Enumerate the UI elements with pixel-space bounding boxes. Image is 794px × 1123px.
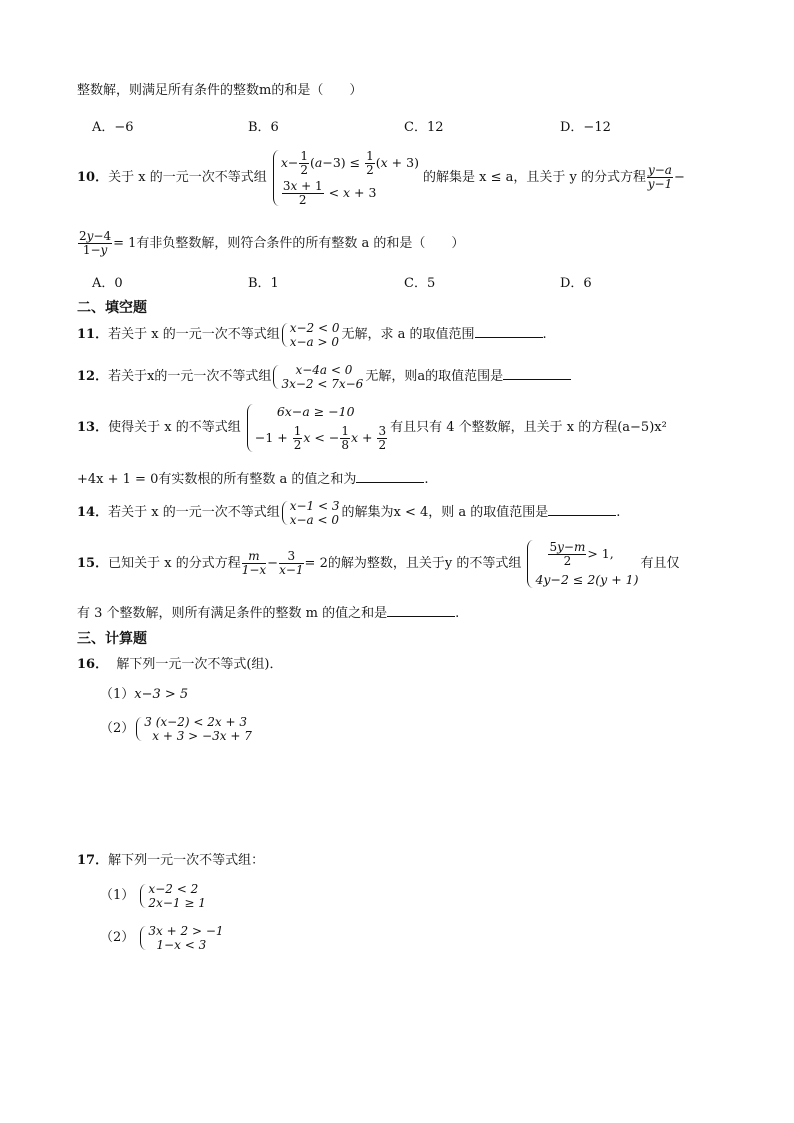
q9-option-b: B．6 xyxy=(248,120,279,135)
inequality-system: x−4a < 0 3x−2 < 7x−6 xyxy=(273,363,363,391)
fraction: $\frac{3}{x-1}$ xyxy=(279,549,304,577)
q10-option-c: C．5 xyxy=(404,276,436,291)
fraction: $\frac{m}{1-x}$ xyxy=(241,549,267,577)
q9-option-a: A．−6 xyxy=(92,120,134,135)
answer-blank[interactable] xyxy=(475,325,543,338)
question-17: 17．解下列一元一次不等式组： xyxy=(77,853,265,868)
question-12: 12．若关于x的一元一次不等式组 x−4a < 0 3x−2 < 7x−6 无解，则a的取值范围是 xyxy=(77,360,571,394)
inequality-system: x−2 < 2 2x−1 ≥ 1 xyxy=(140,882,205,910)
q10-continuation: $\frac{2y-4}{1-y}$ = 1有非负整数解，则符合条件的所有整数 a 的和是（ ） xyxy=(79,229,465,257)
question-15: 15．已知关于 x 的分式方程 $\frac{m}{1-x}$ − $\frac{3}{x-1}$ = 2的解为整数，且关于y 的不等式组 $\frac{5y-m}{2}$ > 1, 4y−2 ≤ 2(y + 1) 有且仅 xyxy=(77,536,680,592)
section-heading-calculation: 三、计算题 xyxy=(77,631,147,647)
q9-option-d: D．−12 xyxy=(560,120,611,135)
fraction: $\frac{2y-4}{1-y}$ xyxy=(79,229,112,257)
fraction: $\frac{y-a}{y-1}$ xyxy=(647,163,673,191)
q9-option-c: C．12 xyxy=(404,120,444,135)
q9-continuation: 整数解，则满足所有条件的整数m的和是（ ） xyxy=(77,83,363,98)
question-10: 10．关于 x 的一元一次不等式组 x− $\frac{1}{2}$ (a−3) ≤ $\frac{1}{2}$ (x + 3) $\frac{3x + 1}{2}$ < x + 3 的解集是 x ≤ a，且关于 y 的分式方程 $\frac{y-a}{y-1}$ − xyxy=(77,148,685,207)
q17-part-1: （1） x−2 < 2 2x−1 ≥ 1 xyxy=(100,881,206,910)
question-16: 16． 解下列一元一次不等式(组)． xyxy=(77,657,283,672)
q10-option-b: B．1 xyxy=(248,276,279,291)
section-heading-fill-in: 二、填空题 xyxy=(77,300,147,316)
inequality-system: 3 (x−2) < 2x + 3 x + 3 > −3x + 7 xyxy=(136,715,252,743)
question-11: 11．若关于 x 的一元一次不等式组 x−2 < 0 x−a > 0 无解，求 a 的取值范围 . xyxy=(77,320,547,349)
inequality-system: x−1 < 3 x−a < 0 xyxy=(282,499,340,527)
inequality-system: 6x−a ≥ −10 −1 + $\frac{1}{2}$ x < − $\frac{1}{8}$ x + $\frac{3}{2}$ xyxy=(247,402,388,454)
q15-continuation: 有 3 个整数解，则所有满足条件的整数 m 的值之和是 . xyxy=(77,606,460,621)
q16-part-1: （1）x−3 > 5 xyxy=(100,687,189,702)
inequality-system: x− $\frac{1}{2}$ (a−3) ≤ $\frac{1}{2}$ (x + 3) $\frac{3x + 1}{2}$ < x + 3 xyxy=(273,148,417,208)
inequality-system: x−2 < 0 x−a > 0 xyxy=(282,321,340,349)
answer-blank[interactable] xyxy=(387,604,455,617)
q17-part-2: （2） 3x + 2 > −1 1−x < 3 xyxy=(100,923,224,952)
answer-blank[interactable] xyxy=(503,367,571,380)
question-14: 14．若关于 x 的一元一次不等式组 x−1 < 3 x−a < 0 的解集为x < 4，则 a 的取值范围是 . xyxy=(77,498,621,527)
q10-option-d: D．6 xyxy=(560,276,592,291)
inequality-system: 3x + 2 > −1 1−x < 3 xyxy=(140,924,223,952)
q16-part-2: （2） 3 (x−2) < 2x + 3 x + 3 > −3x + 7 xyxy=(100,714,252,743)
answer-blank[interactable] xyxy=(356,470,424,483)
q10-option-a: A．0 xyxy=(92,276,123,291)
inequality-system: $\frac{5y-m}{2}$ > 1, 4y−2 ≤ 2(y + 1) xyxy=(527,538,638,590)
answer-blank[interactable] xyxy=(548,503,616,516)
question-13: 13．使得关于 x 的不等式组 6x−a ≥ −10 −1 + $\frac{1}{2}$ x < − $\frac{1}{8}$ x + $\frac{3}{2}$ 有且只有 4 个整数解，且关于 x 的方程(a−5)x² xyxy=(77,403,667,452)
question-number: 10． xyxy=(77,170,109,185)
q13-continuation: +4x + 1 = 0有实数根的所有整数 a 的值之和为 . xyxy=(77,472,429,487)
